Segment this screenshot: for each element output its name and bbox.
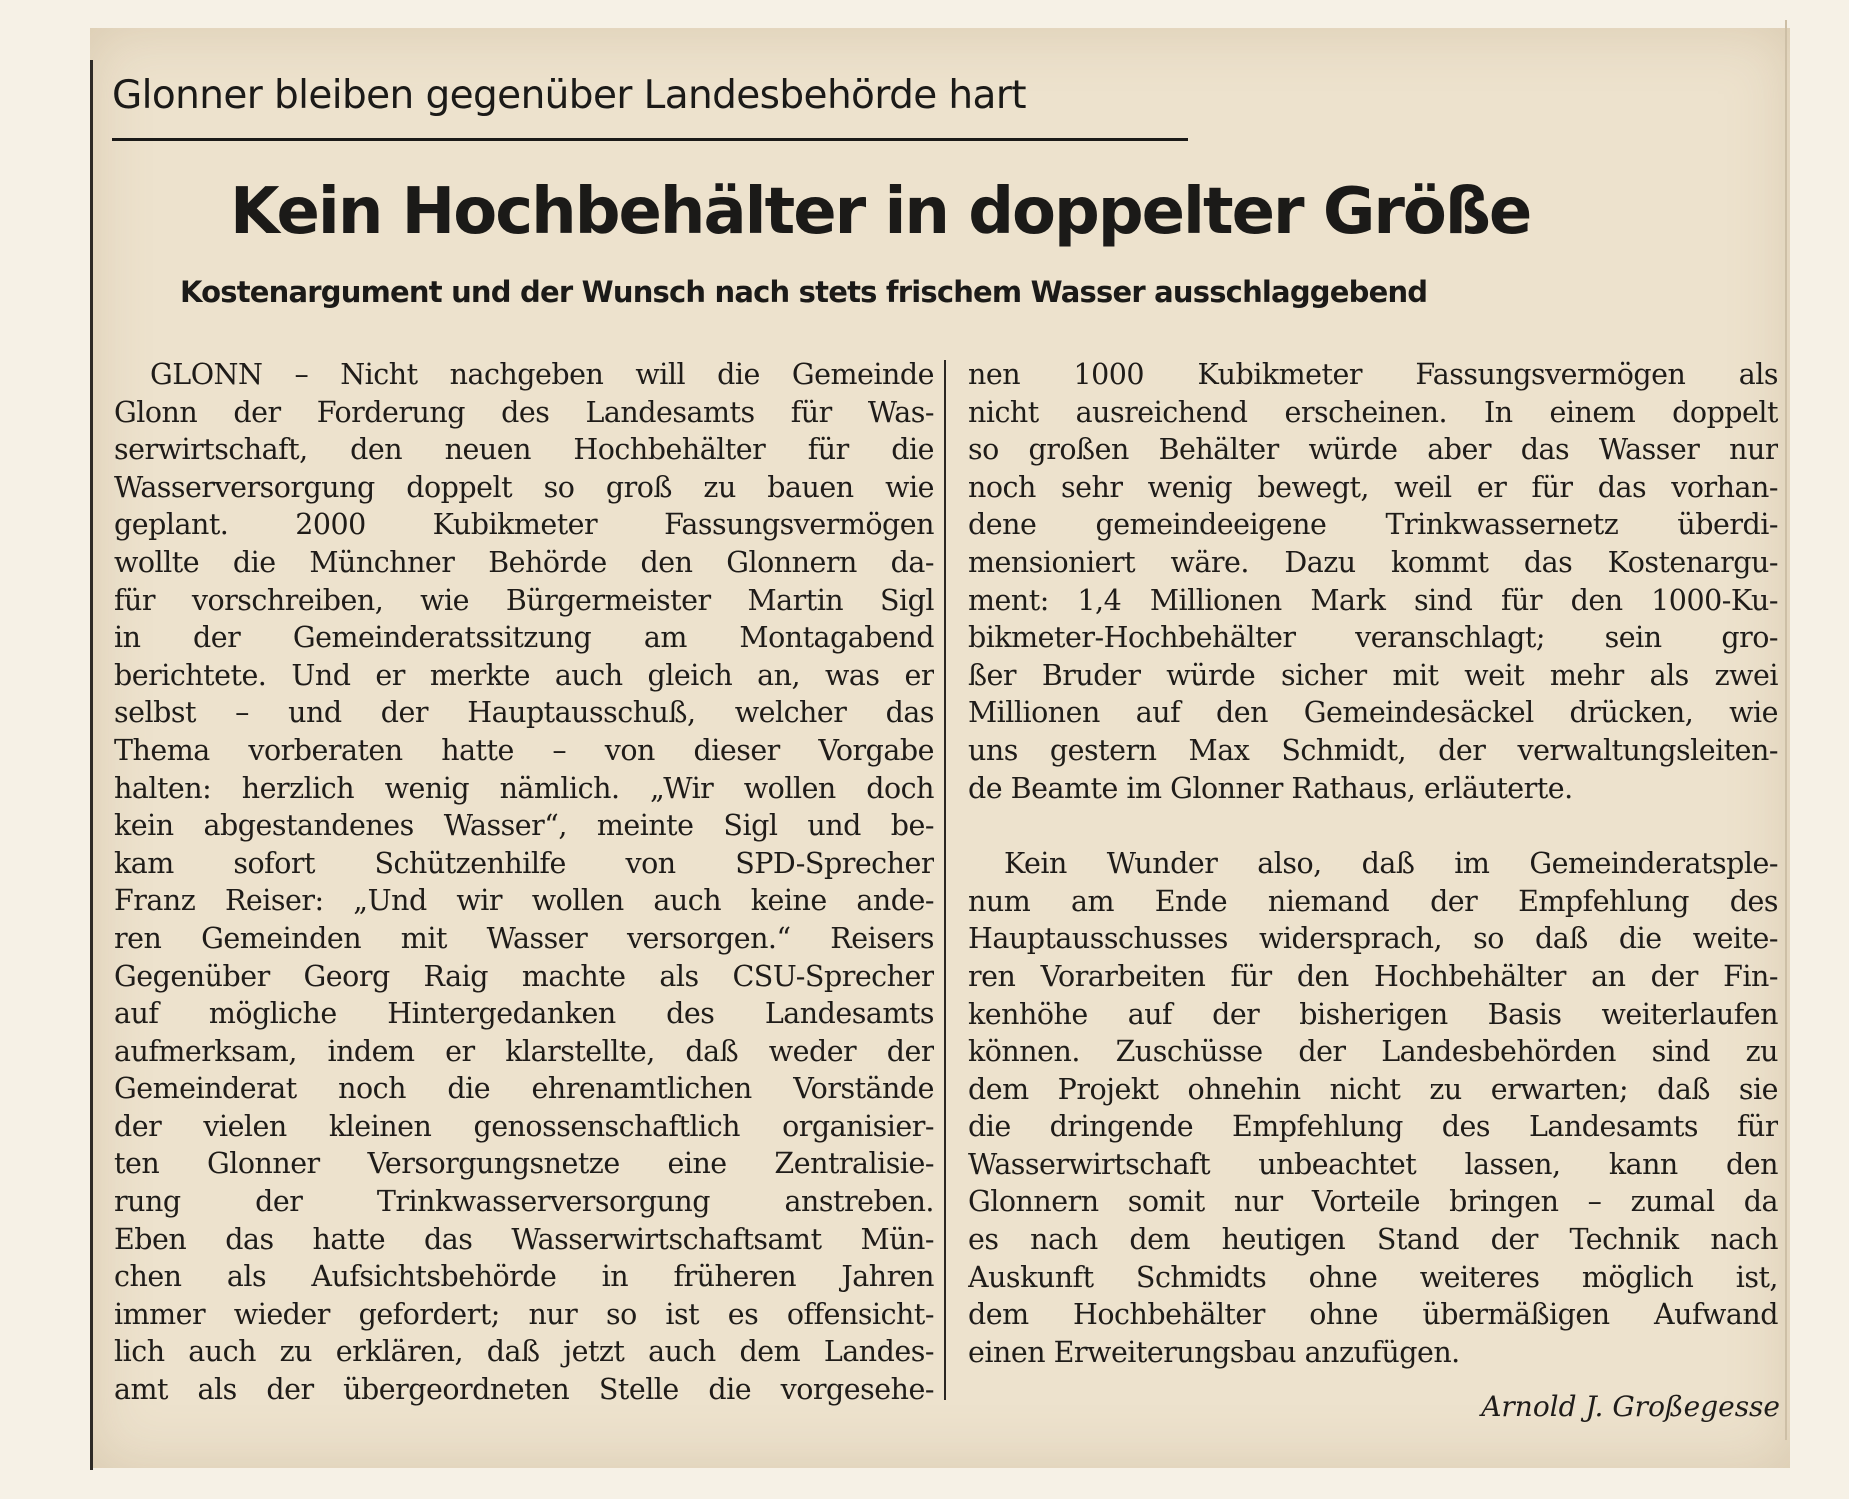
text-line: selbst – und der Hauptausschuß, welcher das (114, 696, 934, 730)
article-subheadline: Kostenargument und der Wunsch nach stets frischem Wasser ausschlaggebend (180, 275, 1428, 309)
text-line: wollte die Münchner Behörde den Glonnern da- (114, 545, 934, 579)
text-line: Gegenüber Georg Raig machte als CSU-Sprecher (114, 959, 934, 993)
clipping-left-border (90, 60, 93, 1470)
text-line: immer wieder gefordert; nur so ist es offensicht- (114, 1297, 934, 1331)
text-line: auf mögliche Hintergedanken des Landesamts (114, 997, 934, 1031)
text-line: dene gemeindeeigene Trinkwassernetz überdi- (968, 508, 1778, 542)
text-line: so großen Behälter würde aber das Wasser nur (968, 433, 1778, 467)
text-line: Thema vorberaten hatte – von dieser Vorgabe (114, 733, 934, 767)
text-line: es nach dem heutigen Stand der Technik nach (968, 1223, 1778, 1257)
text-line: Wasserwirtschaft unbeachtet lassen, kann den (968, 1147, 1778, 1181)
text-line: rung der Trinkwasserversorgung anstreben. (114, 1185, 934, 1219)
text-line: berichtete. Und er merkte auch gleich an, was er (114, 658, 934, 692)
text-line: der vielen kleinen genossenschaftlich organisier- (114, 1109, 934, 1143)
text-line: amt als der übergeordneten Stelle die vorgesehe- (114, 1373, 934, 1407)
text-line: GLONN – Nicht nachgeben will die Gemeinde (150, 358, 934, 391)
text-line: einen Erweiterungsbau anzufügen. (968, 1335, 1460, 1369)
paragraph-gap (968, 807, 1778, 845)
text-line: dem Hochbehälter ohne übermäßigen Aufwand (968, 1298, 1778, 1332)
text-line: Gemeinderat noch die ehrenamtlichen Vorstände (114, 1072, 934, 1106)
text-line: ment: 1,4 Millionen Mark sind für den 1000-Ku- (968, 583, 1778, 617)
text-line: num am Ende niemand der Empfehlung des (968, 884, 1778, 918)
article-headline: Kein Hochbehälter in doppelter Größe (230, 175, 1531, 249)
text-line: bikmeter-Hochbehälter veranschlagt; sein gro- (968, 621, 1778, 655)
text-line: nicht ausreichend erscheinen. In einem doppelt (968, 395, 1778, 429)
article-author: Arnold J. Großegesse (1481, 1390, 1780, 1423)
text-line: noch sehr wenig bewegt, weil er für das vorhan- (968, 470, 1778, 504)
text-line: serwirtschaft, den neuen Hochbehälter für die (114, 433, 934, 467)
article-column-right (968, 356, 1778, 1371)
text-line: Hauptausschusses widersprach, so daß die weite- (968, 922, 1778, 956)
text-line: können. Zuschüsse der Landesbehörden sind zu (968, 1035, 1778, 1069)
kicker-underline (112, 138, 1188, 141)
text-line: ren Gemeinden mit Wasser versorgen.“ Reisers (114, 921, 934, 955)
clipping-right-border (1785, 20, 1787, 1440)
column-divider (944, 360, 946, 1400)
text-line: lich auch zu erklären, daß jetzt auch dem Landes- (114, 1335, 934, 1369)
text-line: mensioniert wäre. Dazu kommt das Kostenargu- (968, 545, 1778, 579)
text-line: Glonnern somit nur Vorteile bringen – zumal da (968, 1185, 1778, 1219)
article-kicker: Glonner bleiben gegenüber Landesbehörde hart (112, 73, 1026, 118)
text-line: Glonn der Forderung des Landesamts für Was- (114, 395, 934, 429)
text-line: Millionen auf den Gemeindesäckel drücken, wie (968, 696, 1778, 730)
text-line: uns gestern Max Schmidt, der verwaltungsleiten- (968, 733, 1778, 767)
text-line: Auskunft Schmidts ohne weiteres möglich ist, (968, 1260, 1778, 1294)
text-line: ßer Bruder würde sicher mit weit mehr als zwei (968, 658, 1778, 692)
text-line: Wasserversorgung doppelt so groß zu bauen wie (114, 470, 934, 504)
text-line: geplant. 2000 Kubikmeter Fassungsvermögen (114, 508, 934, 542)
text-line: Franz Reiser: „Und wir wollen auch keine ande- (114, 884, 934, 918)
text-line: kam sofort Schützenhilfe von SPD-Sprecher (114, 846, 934, 880)
text-line: Eben das hatte das Wasserwirtschaftsamt Mün- (114, 1222, 934, 1256)
text-line: in der Gemeinderatssitzung am Montagabend (114, 621, 934, 655)
text-line: für vorschreiben, wie Bürgermeister Martin Sigl (114, 583, 934, 617)
text-line: ten Glonner Versorgungsnetze eine Zentralisie- (114, 1147, 934, 1181)
text-line: kein abgestandenes Wasser“, meinte Sigl und be- (114, 809, 934, 843)
text-line: Kein Wunder also, daß im Gemeinderatsple- (1004, 847, 1778, 881)
text-line: ren Vorarbeiten für den Hochbehälter an der Fin- (968, 959, 1778, 993)
text-line: dem Projekt ohnehin nicht zu erwarten; daß sie (968, 1072, 1778, 1106)
text-line: halten: herzlich wenig nämlich. „Wir wollen doch (114, 771, 934, 805)
text-line: kenhöhe auf der bisherigen Basis weiterlaufen (968, 997, 1778, 1031)
text-line: nen 1000 Kubikmeter Fassungsvermögen als (968, 358, 1778, 391)
text-line: de Beamte im Glonner Rathaus, erläuterte. (968, 771, 1573, 805)
text-line: aufmerksam, indem er klarstellte, daß weder der (114, 1034, 934, 1068)
text-line: chen als Aufsichtsbehörde in früheren Jahren (114, 1260, 934, 1294)
text-line: die dringende Empfehlung des Landesamts für (968, 1110, 1778, 1144)
article-column-left (114, 356, 934, 1409)
